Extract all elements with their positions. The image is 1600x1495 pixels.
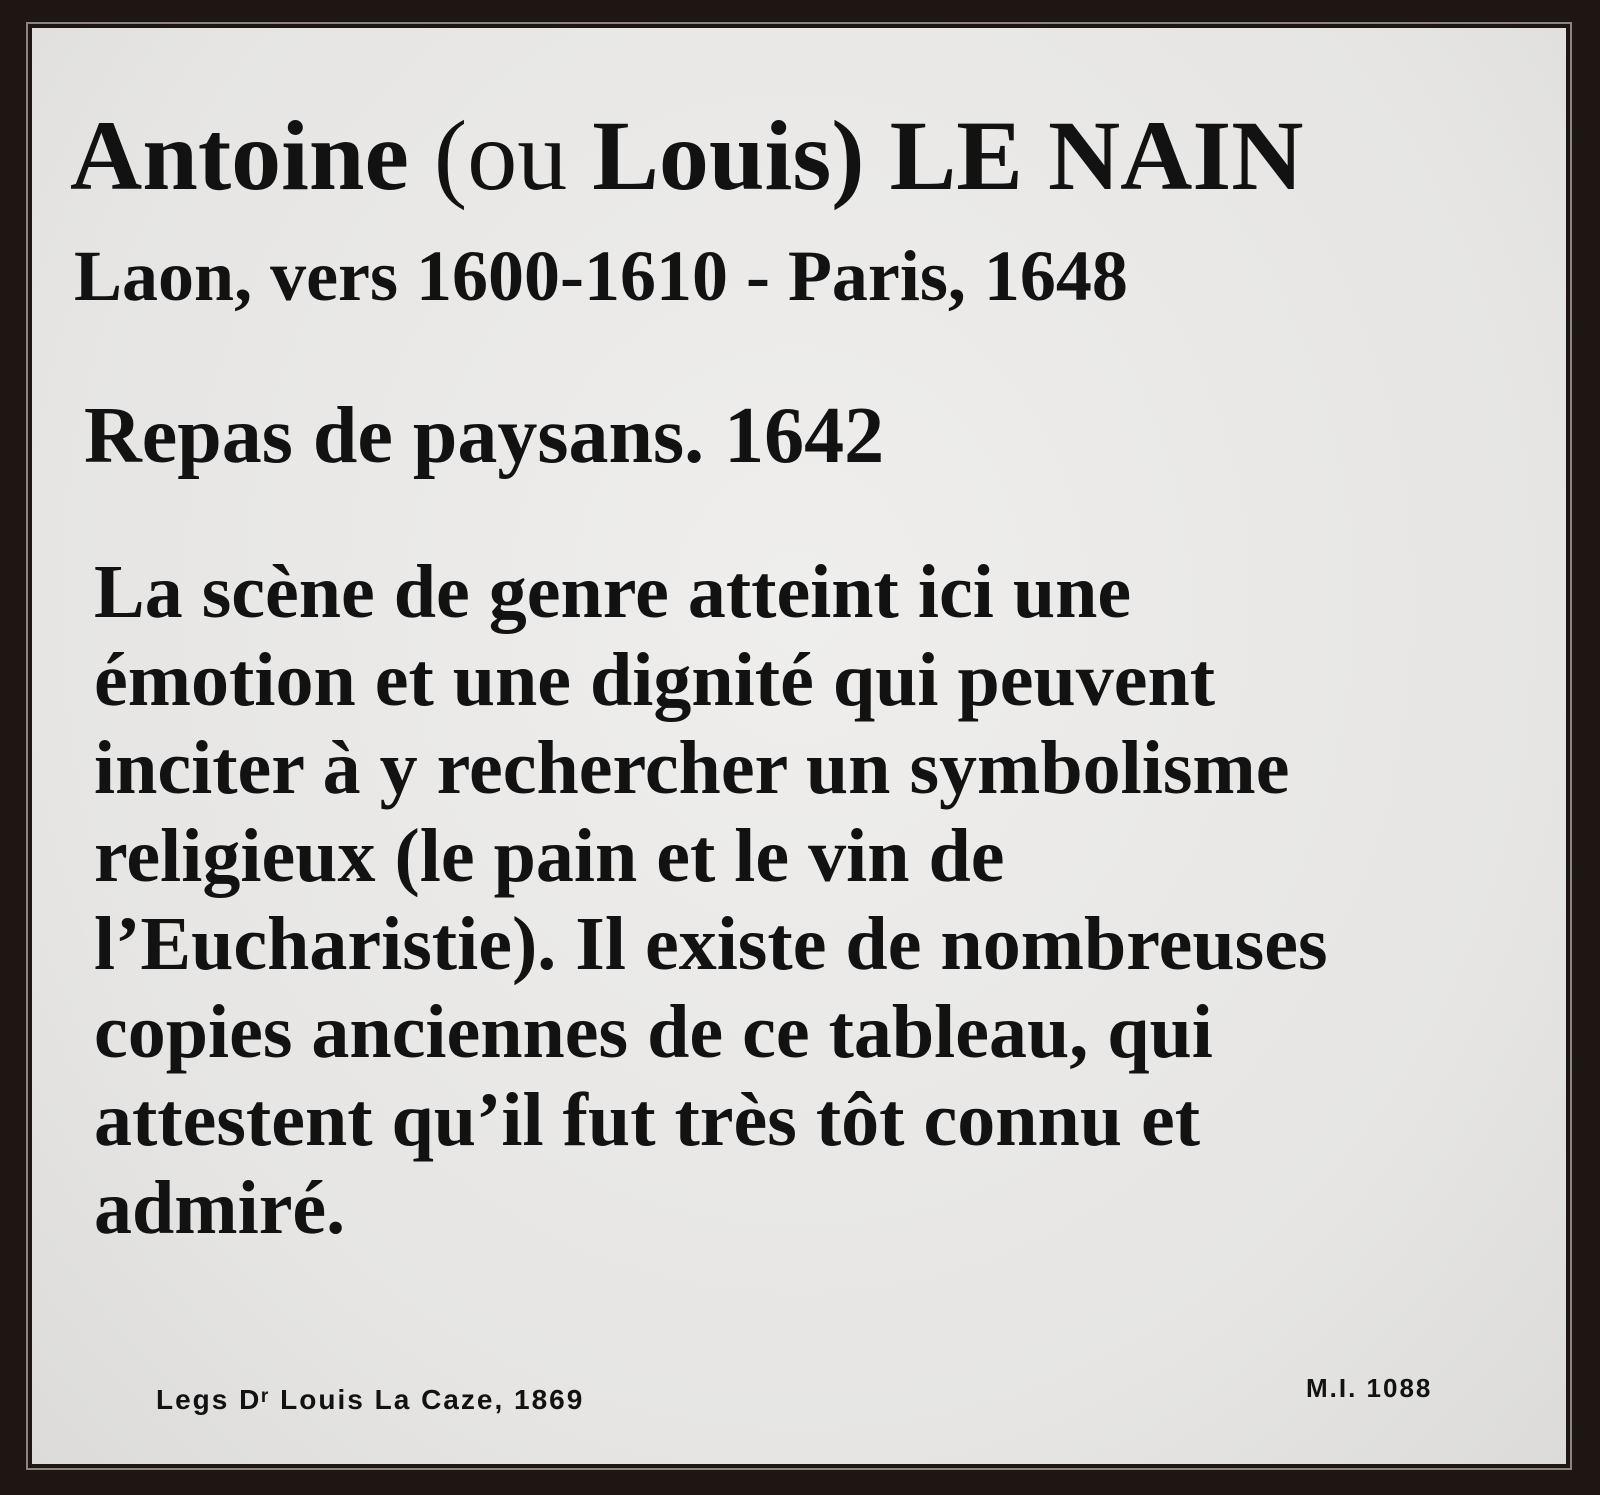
description-line: émotion et une dignité qui peuvent <box>94 638 1216 722</box>
description-line: inciter à y rechercher un symbolisme <box>94 726 1290 810</box>
description-line: La scène de genre atteint ici une <box>94 550 1132 634</box>
description-line: copies anciennes de ce tableau, qui <box>94 990 1213 1074</box>
artist-alt-name: Louis) <box>592 100 865 211</box>
description-line: attestent qu’il fut très tôt connu et <box>94 1078 1201 1162</box>
description-line: religieux (le pain et le vin de <box>94 814 1005 898</box>
artwork-title: Repas de paysans. 1642 <box>84 392 885 480</box>
description-line: l’Eucharistie). Il existe de nombreuses <box>94 902 1328 986</box>
artist-first-name: Antoine <box>70 100 409 211</box>
artist-alt-prefix: (ou <box>433 100 568 211</box>
provenance-note: Legs Dʳ Louis La Caze, 1869 <box>156 1384 585 1415</box>
artist-surname: LE NAIN <box>889 100 1304 211</box>
museum-label-card <box>32 28 1566 1464</box>
artist-name <box>70 100 1304 211</box>
inventory-number: M.I. 1088 <box>1306 1373 1433 1403</box>
artist-dates: Laon, vers 1600-1610 - Paris, 1648 <box>74 236 1128 316</box>
artwork-description <box>94 548 1554 1252</box>
description-line: admiré. <box>94 1166 346 1250</box>
